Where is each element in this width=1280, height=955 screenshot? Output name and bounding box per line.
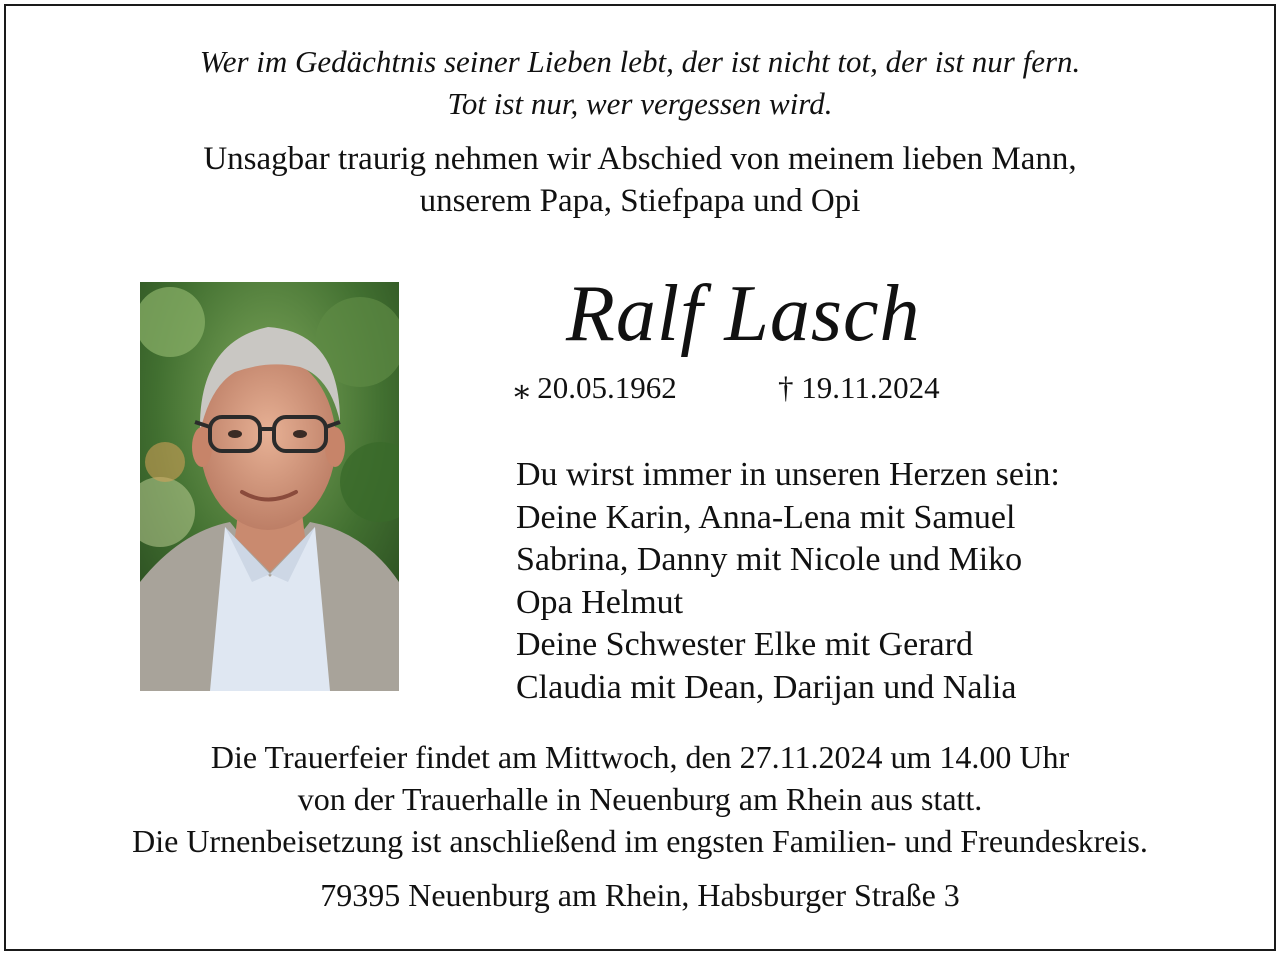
- quote-line-1: Wer im Gedächtnis seiner Lieben lebt, der ist nicht tot, der ist nur fern.: [199, 44, 1081, 79]
- ceremony-line-3: Die Urnenbeisetzung ist anschließend im engsten Familien- und Freundeskreis.: [132, 823, 1148, 859]
- obituary-frame: [4, 4, 1276, 951]
- quote-line-2: Tot ist nur, wer vergessen wird.: [447, 86, 833, 121]
- family-line: Opa Helmut: [516, 583, 684, 621]
- family-line: Deine Schwester Elke mit Gerard: [516, 626, 973, 663]
- ceremony-line-1: Die Trauerfeier findet am Mittwoch, den 27.11.2024 um 14.00 Uhr: [210, 739, 1070, 775]
- ceremony-line-2: von der Trauerhalle in Neuenburg am Rhein aus statt.: [297, 781, 983, 817]
- deceased-name: Ralf Lasch: [566, 270, 921, 358]
- portrait-illustration: [140, 282, 399, 691]
- family-line: Claudia mit Dean, Darijan und Nalia: [516, 668, 1017, 706]
- address: 79395 Neuenburg am Rhein, Habsburger Straße 3: [320, 877, 960, 913]
- intro-line-1: Unsagbar traurig nehmen wir Abschied von meinem lieben Mann,: [203, 141, 1077, 177]
- family-list: [516, 454, 1060, 709]
- family-line: Deine Karin, Anna-Lena mit Samuel: [516, 498, 1016, 536]
- birth-date: ⁎ 20.05.1962: [514, 370, 677, 405]
- family-line: Du wirst immer in unseren Herzen sein:: [516, 456, 1060, 493]
- family-line: Sabrina, Danny mit Nicole und Miko: [516, 541, 1023, 578]
- portrait-photo: [140, 282, 399, 691]
- intro-line-2: unserem Papa, Stiefpapa und Opi: [419, 183, 861, 219]
- death-date: † 19.11.2024: [778, 370, 940, 405]
